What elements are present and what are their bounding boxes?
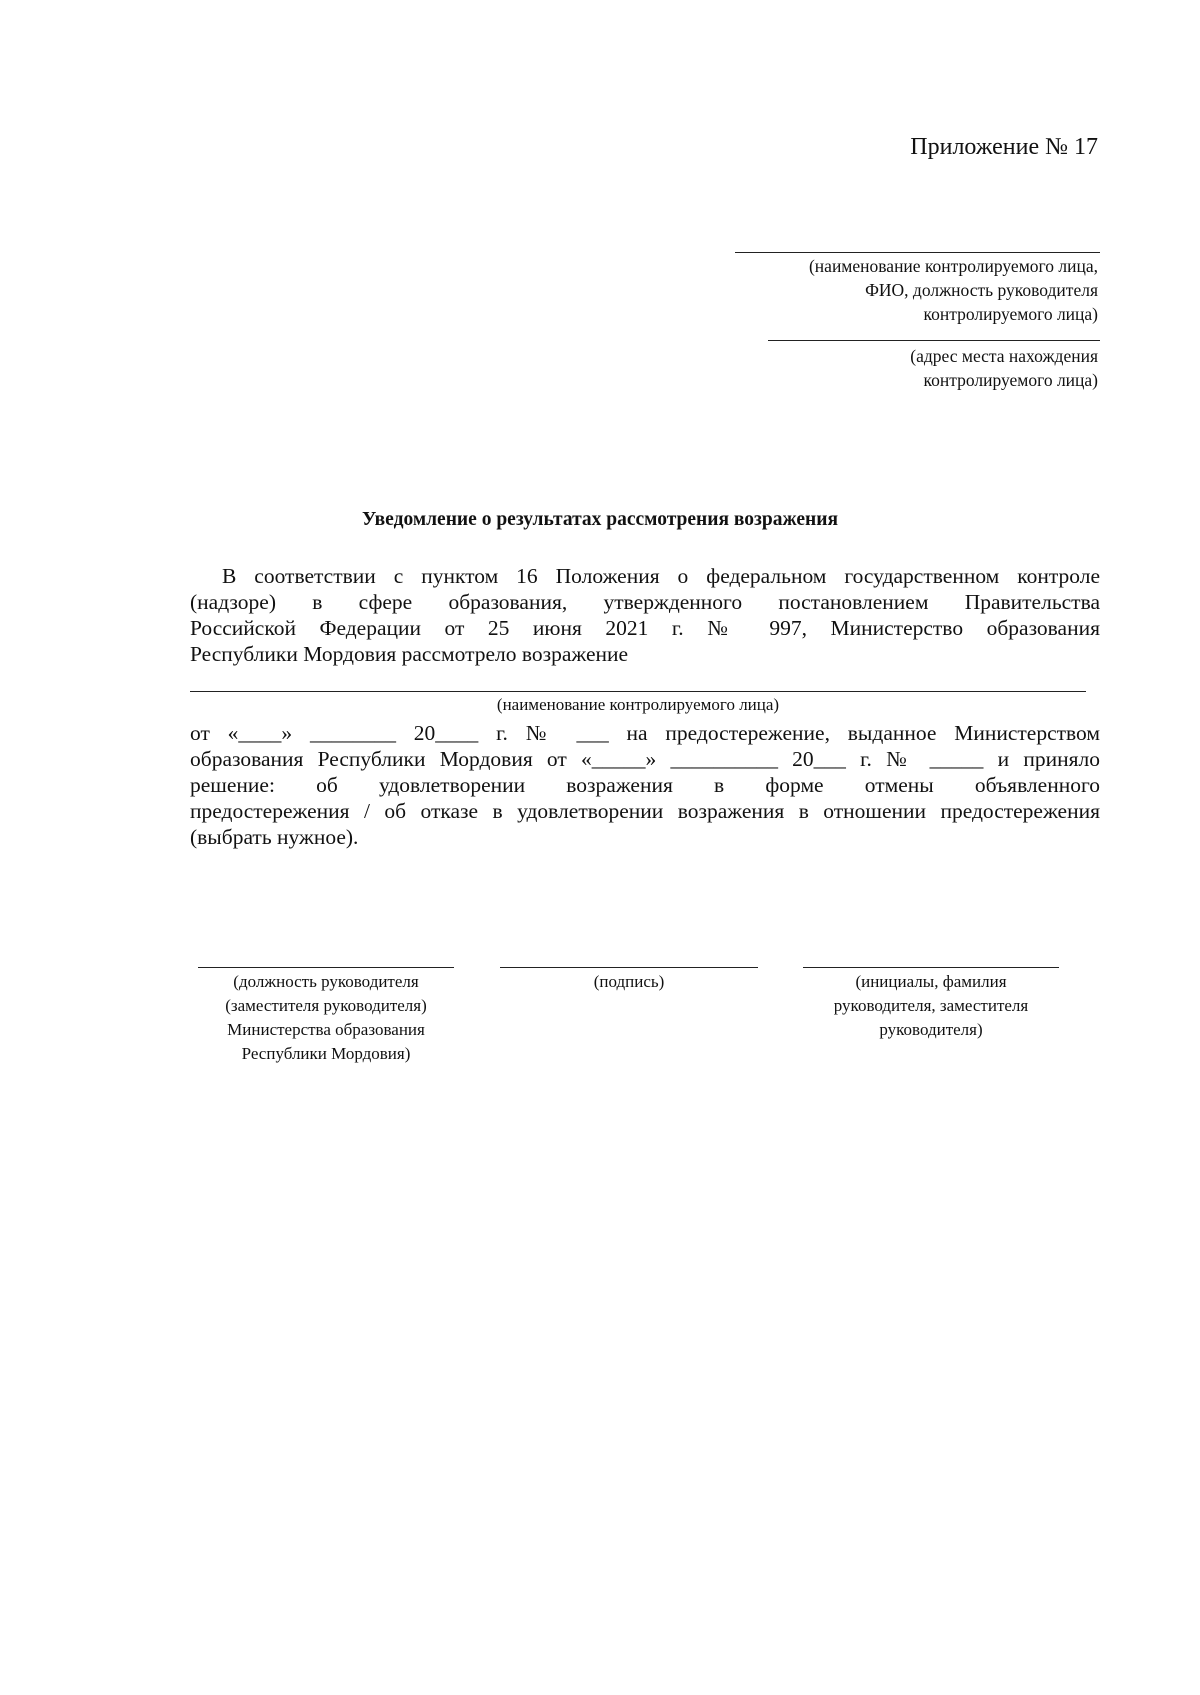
controlled-person-caption: (наименование контролируемого лица)	[496, 695, 780, 714]
caption-line: руководителя)	[879, 1020, 983, 1039]
appendix-number: Приложение № 17	[910, 134, 1098, 160]
intro-line: Республики Мордовия рассмотрело возражение	[190, 642, 629, 666]
signature-line	[500, 967, 758, 968]
caption-line: (должность руководителя	[233, 972, 419, 991]
addressee-address-line	[768, 340, 1100, 341]
caption-line: Министерства образования	[227, 1020, 425, 1039]
caption-line: (заместителя руководителя)	[225, 996, 427, 1015]
caption-line: контролируемого лица)	[923, 304, 1098, 324]
caption-line: ФИО, должность руководителя	[865, 280, 1098, 300]
intro-line: В соответствии с пунктом 16 Положения о федеральном государственном контроле	[222, 564, 1100, 588]
caption-line: Республики Мордовия)	[241, 1044, 411, 1063]
intro-line: Российской Федерации от 25 июня 2021 г. № 997, Министерство образования	[190, 616, 1100, 640]
caption-line: руководителя, заместителя	[833, 996, 1029, 1015]
caption-line: (наименование контролируемого лица,	[808, 256, 1098, 276]
caption-line: (инициалы, фамилия	[855, 972, 1007, 991]
intro-line: (надзоре) в сфере образования, утвержденного постановлением Правительства	[190, 590, 1100, 614]
name-signature-line	[803, 967, 1059, 968]
position-caption	[188, 970, 464, 1066]
signature-caption	[500, 970, 758, 994]
decision-line: от «____» ________ 20____ г. № ___ на предостережение, выданное Министерством	[190, 721, 1100, 745]
document-title: Уведомление о результатах рассмотрения возражения	[361, 509, 839, 530]
caption-line: контролируемого лица)	[923, 370, 1098, 390]
addressee-name-caption	[809, 254, 1098, 326]
decision-line: (выбрать нужное).	[190, 825, 359, 849]
decision-line: образования Республики Мордовия от «_____» __________ 20___ г. № _____ и приняло	[190, 747, 1100, 771]
controlled-person-line	[190, 691, 1086, 692]
position-signature-line	[198, 967, 454, 968]
addressee-name-line	[735, 252, 1100, 253]
caption-line: (адрес места нахождения	[910, 346, 1098, 366]
addressee-address-caption	[910, 344, 1098, 392]
name-caption	[803, 970, 1059, 1042]
caption-line: (подпись)	[593, 972, 665, 991]
decision-line: предостережения / об отказе в удовлетворении возражения в отношении предостережения	[190, 799, 1100, 823]
decision-line: решение: об удовлетворении возражения в форме отмены объявленного	[190, 773, 1100, 797]
